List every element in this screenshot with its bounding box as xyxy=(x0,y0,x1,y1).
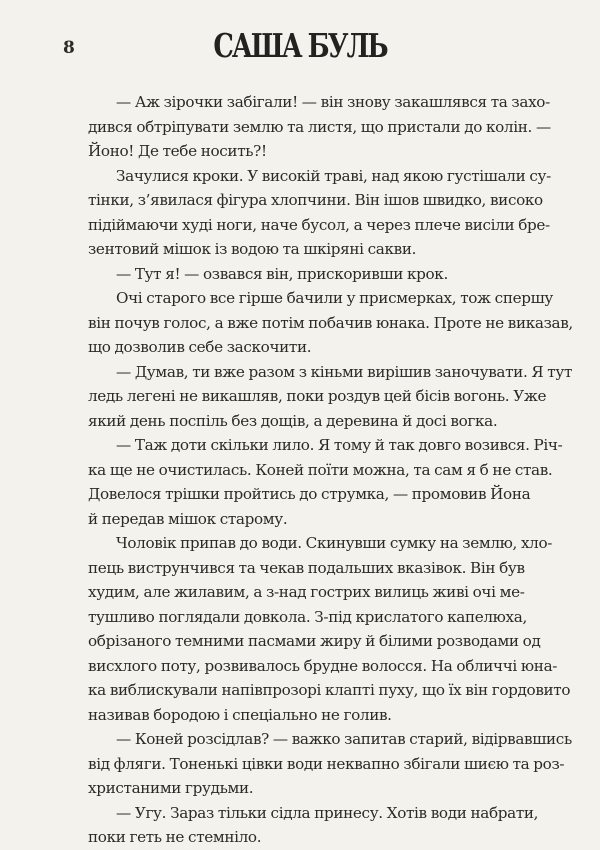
text-line: Чоловік припав до води. Скинувши сумку на землю, хло- xyxy=(116,534,553,552)
text-line: підіймаючи худі ноги, наче бусол, а через плече висіли бре- xyxy=(88,215,550,234)
text-line: — Думав, ти вже разом з кіньми вирішив заночувати. Я тут xyxy=(116,362,572,381)
text-line: висхлого поту, розвивалось брудне волосся. На обличчі юна- xyxy=(88,656,558,675)
text-line: Довелося трішки пройтись до струмка, — промовив Йона xyxy=(88,485,531,503)
text-line: — Тут я! — озвався він, прискоривши крок. xyxy=(116,264,448,283)
text-line: ледь легені не викашляв, поки роздув цей бісів вогонь. Уже xyxy=(88,387,547,405)
text-line: дився обтріпувати землю та листя, що пристали до колін. — xyxy=(88,117,551,136)
text-line: худим, але жилавим, а з-над гострих вилиць живі очі ме- xyxy=(88,583,525,601)
text-line: зентовий мішок із водою та шкіряні сакви. xyxy=(88,240,417,258)
text-line: Йоно! Де тебе носить?! xyxy=(88,142,267,160)
text-line: тушливо поглядали довкола. З-під крислатого капелюха, xyxy=(88,607,527,626)
text-line: він почув голос, а вже потім побачив юнака. Проте не виказав, xyxy=(88,313,573,332)
text-line: обрізаного темними пасмами жиру й білими розводами од xyxy=(88,632,541,650)
text-line: — Аж зірочки забігали! — він знову закашлявся та захо- xyxy=(116,93,550,111)
text-line: ка ще не очистилась. Коней поїти можна, та сам я б не став. xyxy=(88,460,553,479)
text-line: христаними грудьми. xyxy=(88,779,254,797)
text-line: — Коней розсідлав? — важко запитав старий, відірвавшись xyxy=(116,730,572,748)
text-line: що дозволив себе заскочити. xyxy=(88,338,312,356)
text-line: називав бородою і спеціально не голив. xyxy=(88,705,392,724)
body-text xyxy=(88,90,573,850)
text-line: поки геть не стемніло. xyxy=(88,828,262,846)
page-number: 8 xyxy=(63,38,75,58)
text-line: який день поспіль без дощів, а деревина й досі вогка. xyxy=(88,411,498,430)
text-line: пець виструнчився та чекав подальших вказівок. Він був xyxy=(88,558,525,577)
text-line: ка виблискували напівпрозорі клапті пуху, що їх він гордовито xyxy=(88,681,571,699)
text-line: — Угу. Зараз тільки сідла принесу. Хотів води набрати, xyxy=(116,803,539,822)
running-head: САША БУЛЬ xyxy=(213,26,387,65)
text-line: від фляги. Тоненькі цівки води неквапно збігали шиєю та роз- xyxy=(88,754,565,773)
text-line: тінки, з’явилася фігура хлопчини. Він ішов швидко, високо xyxy=(88,191,543,209)
text-line: й передав мішок старому. xyxy=(88,509,288,528)
text-line: Очі старого все гірше бачили у присмерках, тож спершу xyxy=(116,289,553,307)
text-line: — Таж доти скільки лило. Я тому й так довго возився. Річ- xyxy=(116,436,563,454)
text-line: Зачулися кроки. У високій траві, над якою густішали су- xyxy=(116,166,551,185)
